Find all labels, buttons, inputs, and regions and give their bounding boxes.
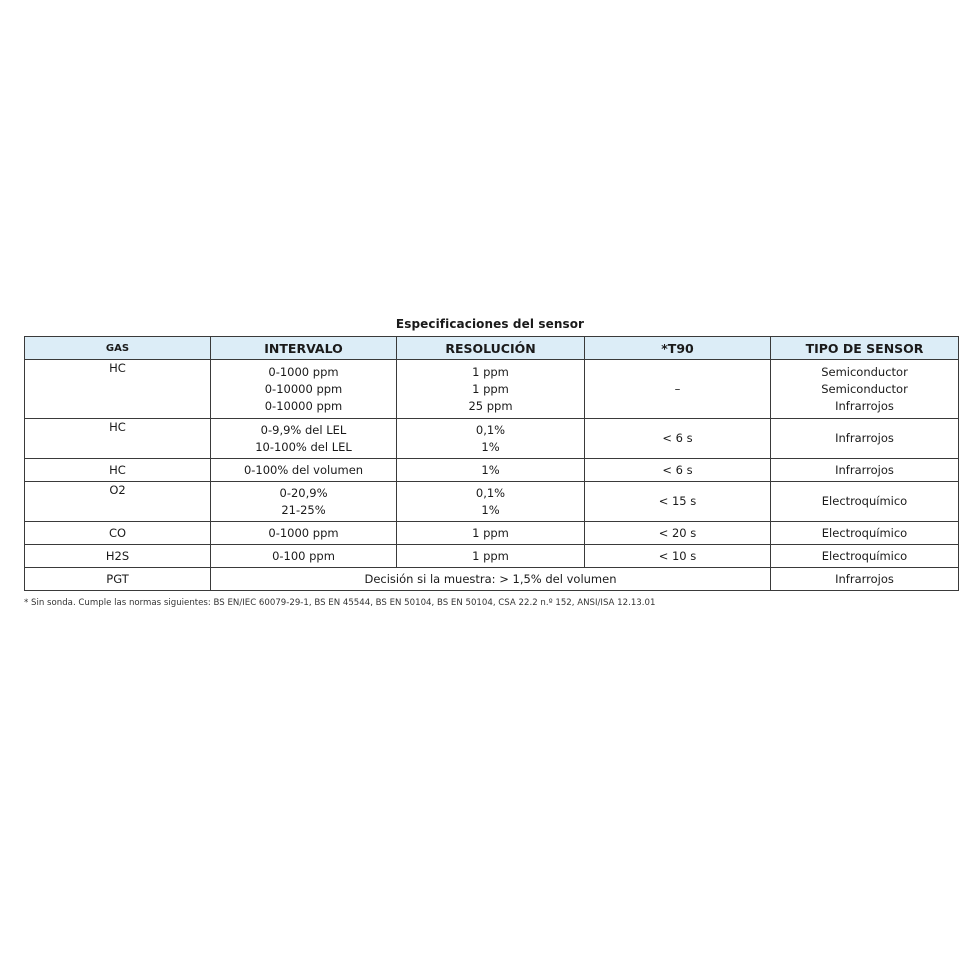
gas-cell: PGT — [25, 568, 211, 591]
table-row-pgt — [25, 568, 959, 591]
t90-cell: < 15 s — [585, 482, 771, 522]
tipo-cell: Semiconductor Semiconductor Infrarrojos — [771, 360, 959, 419]
tipo-cell: Electroquímico — [771, 482, 959, 522]
sensor-spec-table — [24, 336, 959, 591]
t90-cell: < 10 s — [585, 545, 771, 568]
header-row — [25, 337, 959, 360]
t90-cell: < 20 s — [585, 522, 771, 545]
t90-cell: < 6 s — [585, 419, 771, 459]
tipo-cell: Electroquímico — [771, 545, 959, 568]
gas-cell: O2 — [25, 482, 211, 522]
tipo-cell: Infrarrojos — [771, 459, 959, 482]
header-tipo: TIPO DE SENSOR — [771, 337, 959, 360]
gas-cell: HC — [25, 459, 211, 482]
resolucion-cell: 1 ppm — [397, 522, 585, 545]
table-row — [25, 360, 959, 419]
header-gas: GAS — [25, 337, 211, 360]
t90-cell: – — [585, 360, 771, 419]
intervalo-cell: 0-1000 ppm 0-10000 ppm 0-10000 ppm — [211, 360, 397, 419]
table-row — [25, 522, 959, 545]
header-t90: *T90 — [585, 337, 771, 360]
gas-cell: HC — [25, 360, 211, 419]
resolucion-cell: 1 ppm 1 ppm 25 ppm — [397, 360, 585, 419]
gas-cell: HC — [25, 419, 211, 459]
tipo-cell: Infrarrojos — [771, 419, 959, 459]
header-resolucion: RESOLUCIÓN — [397, 337, 585, 360]
resolucion-cell: 0,1% 1% — [397, 419, 585, 459]
intervalo-cell: 0-1000 ppm — [211, 522, 397, 545]
footnote: * Sin sonda. Cumple las normas siguientes: BS EN/IEC 60079-29-1, BS EN 45544, BS EN 50104, BS EN 50104, CSA 22.2 n.º 152, ANSI/ISA 12.13.01 — [24, 598, 656, 608]
resolucion-cell: 0,1% 1% — [397, 482, 585, 522]
table-row — [25, 482, 959, 522]
resolucion-cell: 1 ppm — [397, 545, 585, 568]
header-intervalo: INTERVALO — [211, 337, 397, 360]
table-row — [25, 419, 959, 459]
gas-cell: CO — [25, 522, 211, 545]
intervalo-cell: 0-100 ppm — [211, 545, 397, 568]
tipo-cell: Infrarrojos — [771, 568, 959, 591]
resolucion-cell: 1% — [397, 459, 585, 482]
table-row — [25, 545, 959, 568]
tipo-cell: Electroquímico — [771, 522, 959, 545]
intervalo-cell: 0-20,9% 21-25% — [211, 482, 397, 522]
t90-cell: < 6 s — [585, 459, 771, 482]
table-row — [25, 459, 959, 482]
intervalo-cell: 0-9,9% del LEL 10-100% del LEL — [211, 419, 397, 459]
gas-cell: H2S — [25, 545, 211, 568]
pgt-merged-cell: Decisión si la muestra: > 1,5% del volumen — [211, 568, 771, 591]
intervalo-cell: 0-100% del volumen — [211, 459, 397, 482]
table-title: Especificaciones del sensor — [395, 317, 585, 331]
